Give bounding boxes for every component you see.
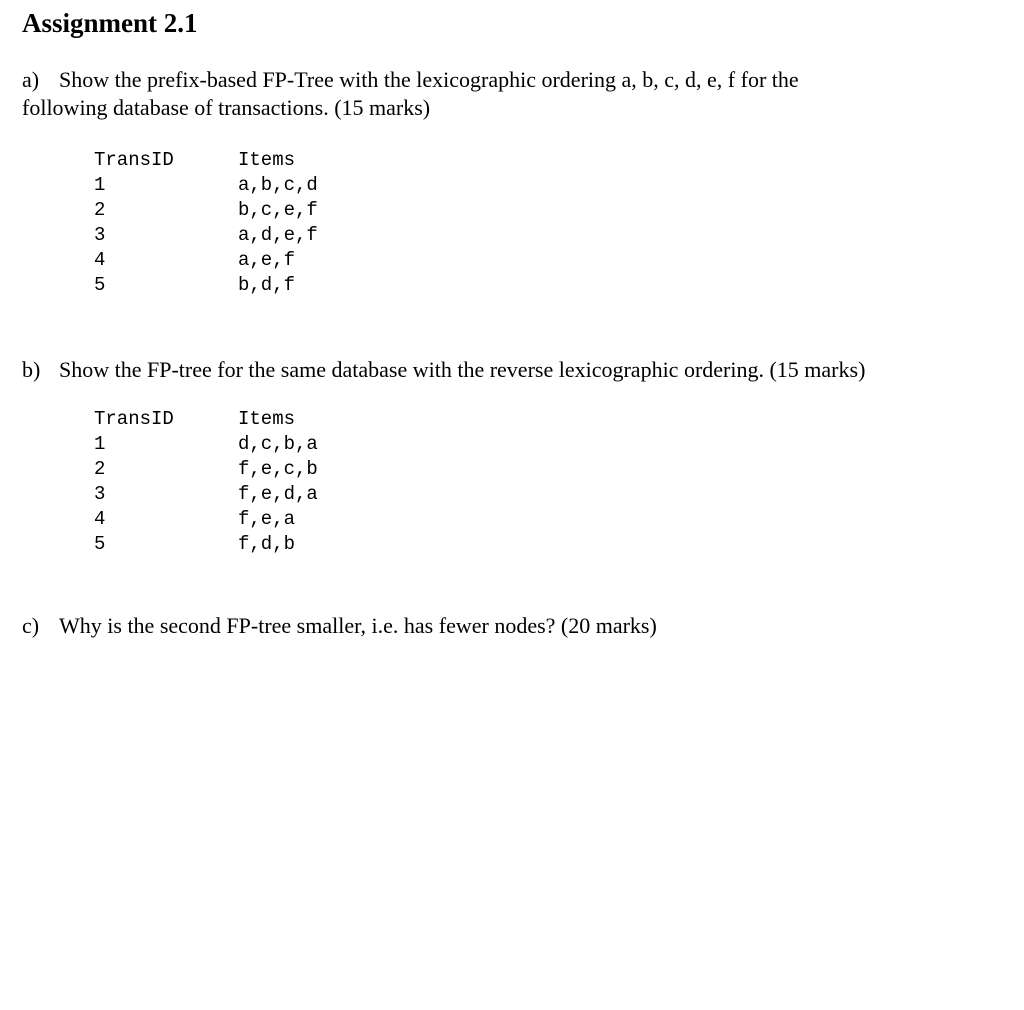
question-c-label: c) [22, 613, 40, 638]
items-cell: f,d,b [238, 533, 296, 555]
question-b [22, 356, 865, 384]
transid-cell: 3 [94, 483, 106, 505]
items-cell: b,d,f [238, 274, 296, 296]
transid-cell: 4 [94, 508, 106, 530]
question-a-text-line2: following database of transactions. (15 marks) [22, 95, 431, 120]
header-items: Items [238, 149, 296, 171]
table-row [94, 273, 318, 298]
assignment-title: Assignment 2.1 [22, 8, 198, 38]
table-row [94, 457, 318, 482]
header-transid: TransID [94, 149, 174, 171]
table-header-row [94, 148, 318, 173]
items-cell: a,e,f [238, 249, 296, 271]
items-cell: a,d,e,f [238, 224, 318, 246]
transid-cell: 1 [94, 174, 106, 196]
table-row [94, 198, 318, 223]
transactions-table-a [94, 148, 318, 298]
table-row [94, 173, 318, 198]
transid-cell: 3 [94, 224, 106, 246]
transid-cell: 5 [94, 274, 106, 296]
table-row [94, 507, 318, 532]
question-c [22, 612, 657, 640]
table-row [94, 432, 318, 457]
transid-cell: 2 [94, 458, 106, 480]
transid-cell: 4 [94, 249, 106, 271]
transid-cell: 5 [94, 533, 106, 555]
header-items: Items [238, 408, 296, 430]
table-row [94, 223, 318, 248]
table-header-row [94, 407, 318, 432]
question-b-label: b) [22, 357, 41, 382]
question-a [22, 66, 902, 122]
question-a-label: a) [22, 67, 40, 92]
table-row [94, 482, 318, 507]
question-a-text-line1: Show the prefix-based FP-Tree with the lexicographic ordering a, b, c, d, e, f for the [59, 67, 799, 92]
question-c-text: Why is the second FP-tree smaller, i.e. has fewer nodes? (20 marks) [59, 613, 657, 638]
transactions-table-b [94, 407, 318, 557]
items-cell: b,c,e,f [238, 199, 318, 221]
items-cell: d,c,b,a [238, 433, 318, 455]
items-cell: a,b,c,d [238, 174, 318, 196]
header-transid: TransID [94, 408, 174, 430]
table-row [94, 532, 318, 557]
transid-cell: 2 [94, 199, 106, 221]
transid-cell: 1 [94, 433, 106, 455]
table-row [94, 248, 318, 273]
question-b-text: Show the FP-tree for the same database with the reverse lexicographic ordering. (15 marks) [59, 357, 866, 382]
items-cell: f,e,a [238, 508, 296, 530]
items-cell: f,e,c,b [238, 458, 318, 480]
items-cell: f,e,d,a [238, 483, 318, 505]
